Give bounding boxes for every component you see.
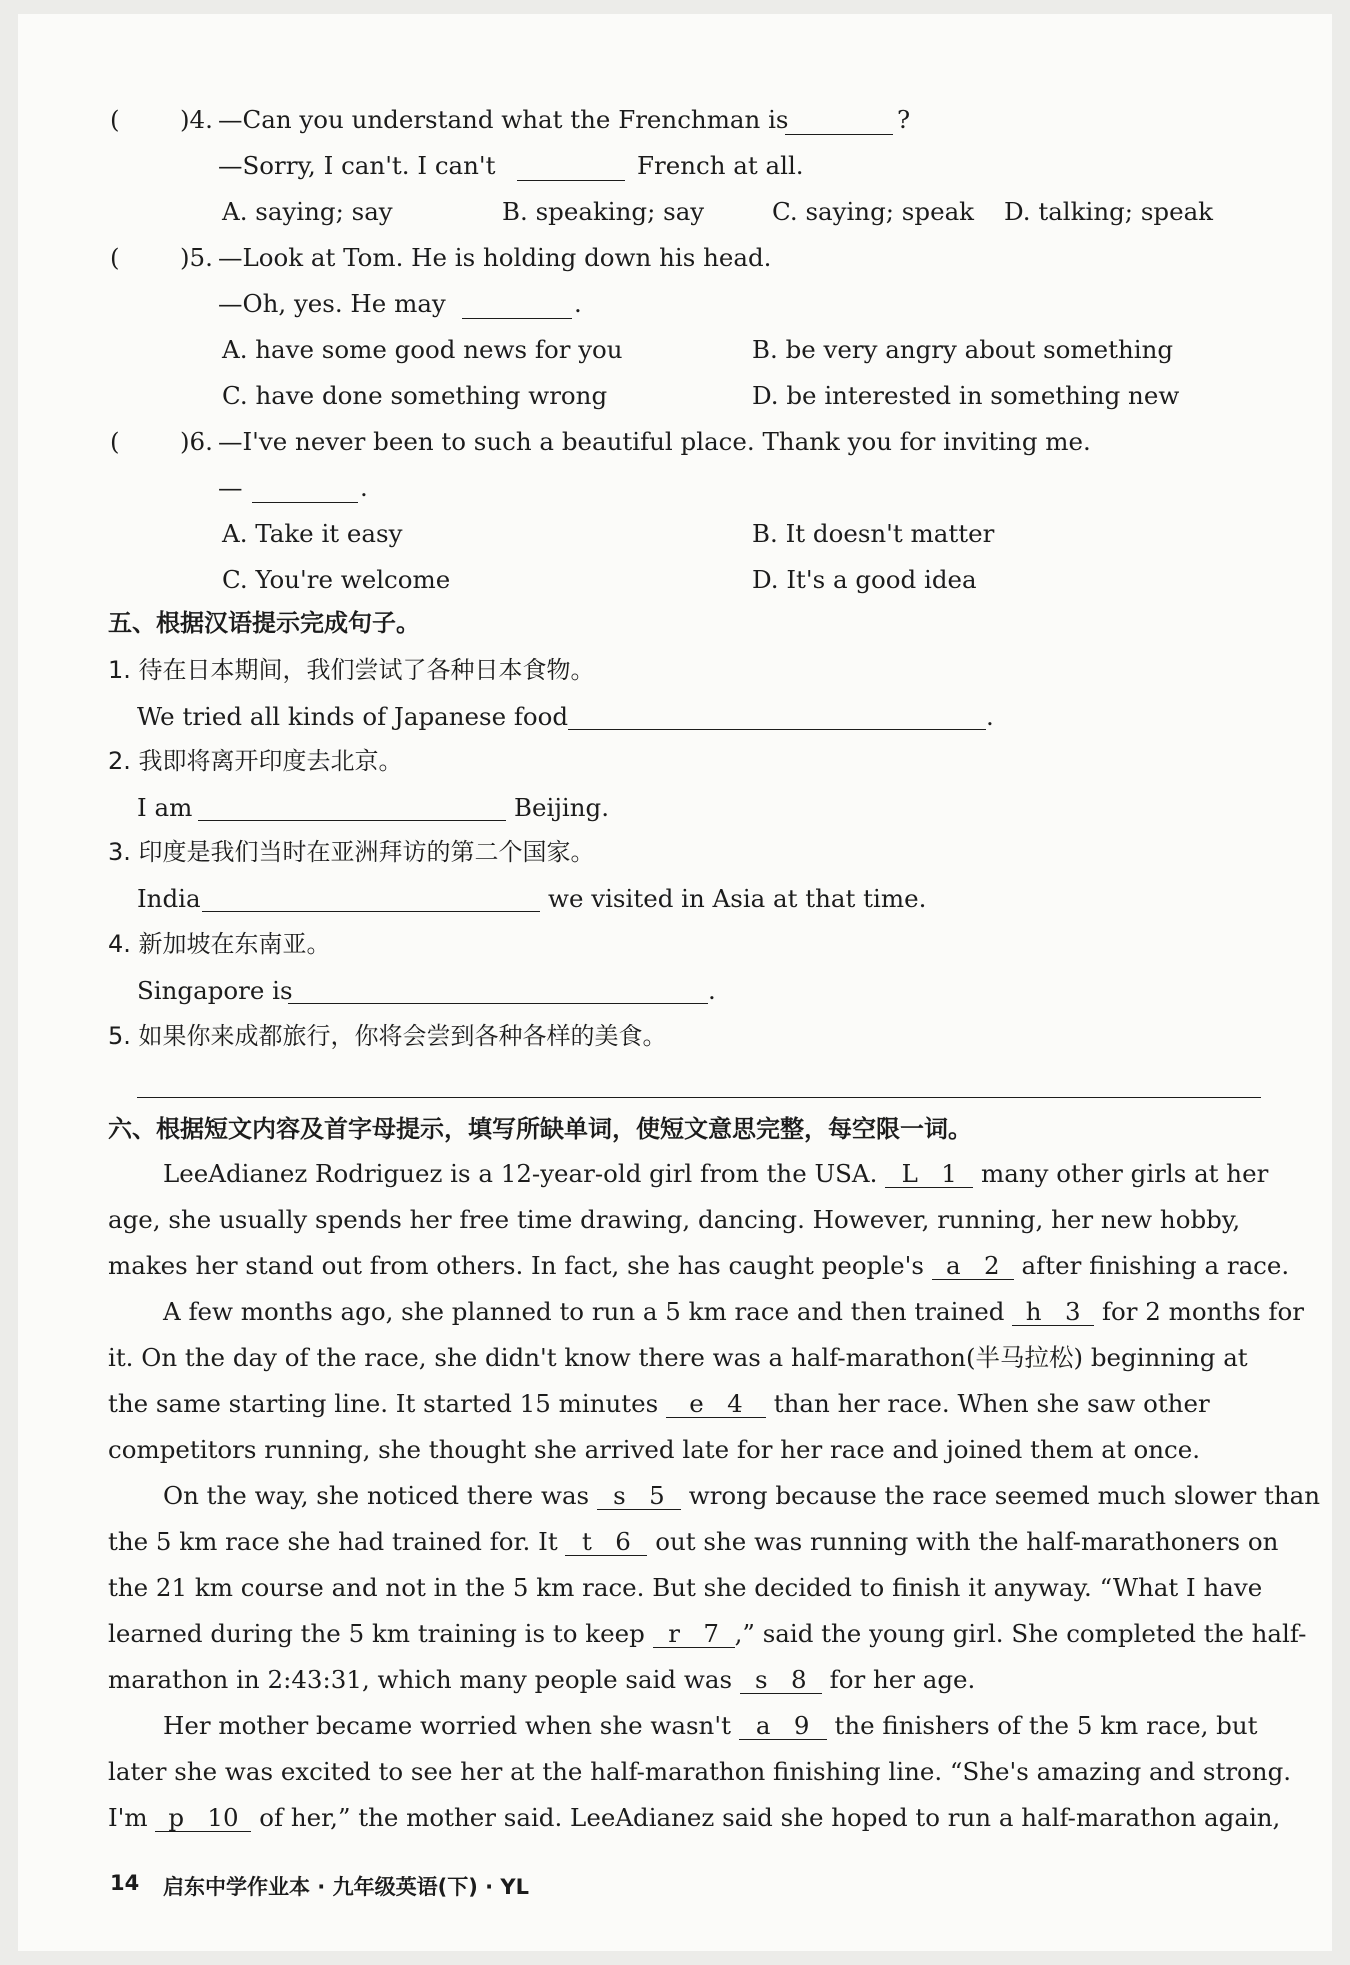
chinese-prompt: 5. 如果你来成都旅行，你将会尝到各种各样的美食。 <box>108 1022 667 1050</box>
option-a: A. have some good news for you <box>222 335 623 364</box>
question-reply: —Sorry, I can't. I can't <box>218 151 496 180</box>
gap-8[interactable]: s 8 <box>740 1667 822 1694</box>
question-stem: —Can you understand what the Frenchman is <box>218 105 789 134</box>
question-reply-end: . <box>574 289 582 318</box>
book-title: 启东中学作业本 · 九年级英语(下) · YL <box>163 1875 529 1899</box>
question-reply: —Oh, yes. He may <box>218 289 446 318</box>
sentence-end: Beijing. <box>514 793 610 822</box>
gap-3[interactable]: h 3 <box>1012 1299 1094 1326</box>
option-d: D. It's a good idea <box>752 565 977 594</box>
passage-text: later she was excited to see her at the half-marathon finishing line. “She's amazing and strong. <box>108 1757 1292 1786</box>
option-b: B. It doesn't matter <box>752 519 995 548</box>
question-reply: — <box>218 473 243 502</box>
question-stem: —Look at Tom. He is holding down his head. <box>218 243 772 272</box>
gap-5[interactable]: s 5 <box>597 1483 681 1510</box>
option-c: C. saying; speak <box>772 197 975 226</box>
gap-4[interactable]: e 4 <box>666 1391 766 1418</box>
sentence-end: . <box>986 702 994 731</box>
option-d: D. talking; speak <box>1004 197 1214 226</box>
gap-2[interactable]: a 2 <box>932 1253 1014 1280</box>
answer-blank[interactable] <box>785 134 893 135</box>
chinese-prompt: 2. 我即将离开印度去北京。 <box>108 747 403 775</box>
question-stem: —I've never been to such a beautiful place. Thank you for inviting me. <box>218 427 1091 456</box>
option-b: B. speaking; say <box>502 197 705 226</box>
question-mark: ? <box>897 105 911 134</box>
passage-text: Her mother became worried when she wasn't a 9 the finishers of the 5 km race, but <box>163 1711 1258 1740</box>
passage-text: I'm p 10 of her,” the mother said. LeeAdianez said she hoped to run a half-marathon again, <box>108 1803 1281 1832</box>
passage-text: A few months ago, she planned to run a 5 km race and then trained h 3 for 2 months for <box>163 1297 1304 1326</box>
passage-text: age, she usually spends her free time drawing, dancing. However, running, her new hobby, <box>108 1205 1241 1234</box>
passage-text: LeeAdianez Rodriguez is a 12-year-old girl from the USA. L 1 many other girls at her <box>163 1159 1269 1188</box>
gap-10[interactable]: p 10 <box>155 1805 251 1832</box>
passage-text: the same starting line. It started 15 minutes e 4 than her race. When she saw other <box>108 1389 1210 1418</box>
gap-7[interactable]: r 7 <box>653 1621 735 1648</box>
question-number: )5. <box>180 243 213 272</box>
section-six-title: 六、根据短文内容及首字母提示，填写所缺单词，使短文意思完整，每空限一词。 <box>108 1115 972 1143</box>
question-reply-end: . <box>360 473 368 502</box>
sentence-end: we visited in Asia at that time. <box>548 884 927 913</box>
answer-blank[interactable] <box>517 180 625 181</box>
passage-text: On the way, she noticed there was s 5 wrong because the race seemed much slower than <box>163 1481 1321 1510</box>
passage-text: the 5 km race she had trained for. It t 6 out she was running with the half-marathoners on <box>108 1527 1279 1556</box>
passage-text: competitors running, she thought she arrived late for her race and joined them at once. <box>108 1435 1201 1464</box>
section-five-title: 五、根据汉语提示完成句子。 <box>108 609 420 637</box>
english-sentence: We tried all kinds of Japanese food <box>137 702 569 731</box>
answer-bracket: ( <box>110 105 120 134</box>
answer-blank[interactable] <box>252 502 358 503</box>
chinese-prompt: 4. 新加坡在东南亚。 <box>108 930 331 958</box>
answer-line[interactable] <box>137 1097 1261 1098</box>
passage-text: the 21 km course and not in the 5 km race. But she decided to finish it anyway. “What I have <box>108 1573 1263 1602</box>
option-c: C. You're welcome <box>222 565 451 594</box>
passage-text: makes her stand out from others. In fact, she has caught people's a 2 after finishing a race. <box>108 1251 1290 1280</box>
answer-blank[interactable] <box>568 729 986 730</box>
option-a: A. Take it easy <box>222 519 403 548</box>
answer-bracket: ( <box>110 427 120 456</box>
question-number: )4. <box>180 105 213 134</box>
chinese-prompt: 3. 印度是我们当时在亚洲拜访的第二个国家。 <box>108 838 595 866</box>
gap-6[interactable]: t 6 <box>565 1529 647 1556</box>
english-sentence: Singapore is <box>137 976 293 1005</box>
chinese-prompt: 1. 待在日本期间，我们尝试了各种日本食物。 <box>108 656 595 684</box>
passage-text: it. On the day of the race, she didn't know there was a half-marathon(半马拉松) beginning at <box>108 1343 1248 1372</box>
answer-blank[interactable] <box>198 820 506 821</box>
option-a: A. saying; say <box>222 197 393 226</box>
page-number: 14 <box>110 1871 140 1895</box>
english-sentence: I am <box>137 793 193 822</box>
sentence-end: . <box>708 976 716 1005</box>
gap-1[interactable]: L 1 <box>885 1161 973 1188</box>
question-number: )6. <box>180 427 213 456</box>
answer-bracket: ( <box>110 243 120 272</box>
answer-blank[interactable] <box>202 911 540 912</box>
question-reply-end: French at all. <box>637 151 804 180</box>
answer-blank[interactable] <box>288 1003 708 1004</box>
passage-text: marathon in 2:43:31, which many people said was s 8 for her age. <box>108 1665 976 1694</box>
option-b: B. be very angry about something <box>752 335 1174 364</box>
option-c: C. have done something wrong <box>222 381 608 410</box>
passage-text: learned during the 5 km training is to keep r 7 ,” said the young girl. She completed the half- <box>108 1619 1307 1648</box>
english-sentence: India <box>137 884 201 913</box>
option-d: D. be interested in something new <box>752 381 1180 410</box>
gap-9[interactable]: a 9 <box>739 1713 827 1740</box>
answer-blank[interactable] <box>462 318 572 319</box>
